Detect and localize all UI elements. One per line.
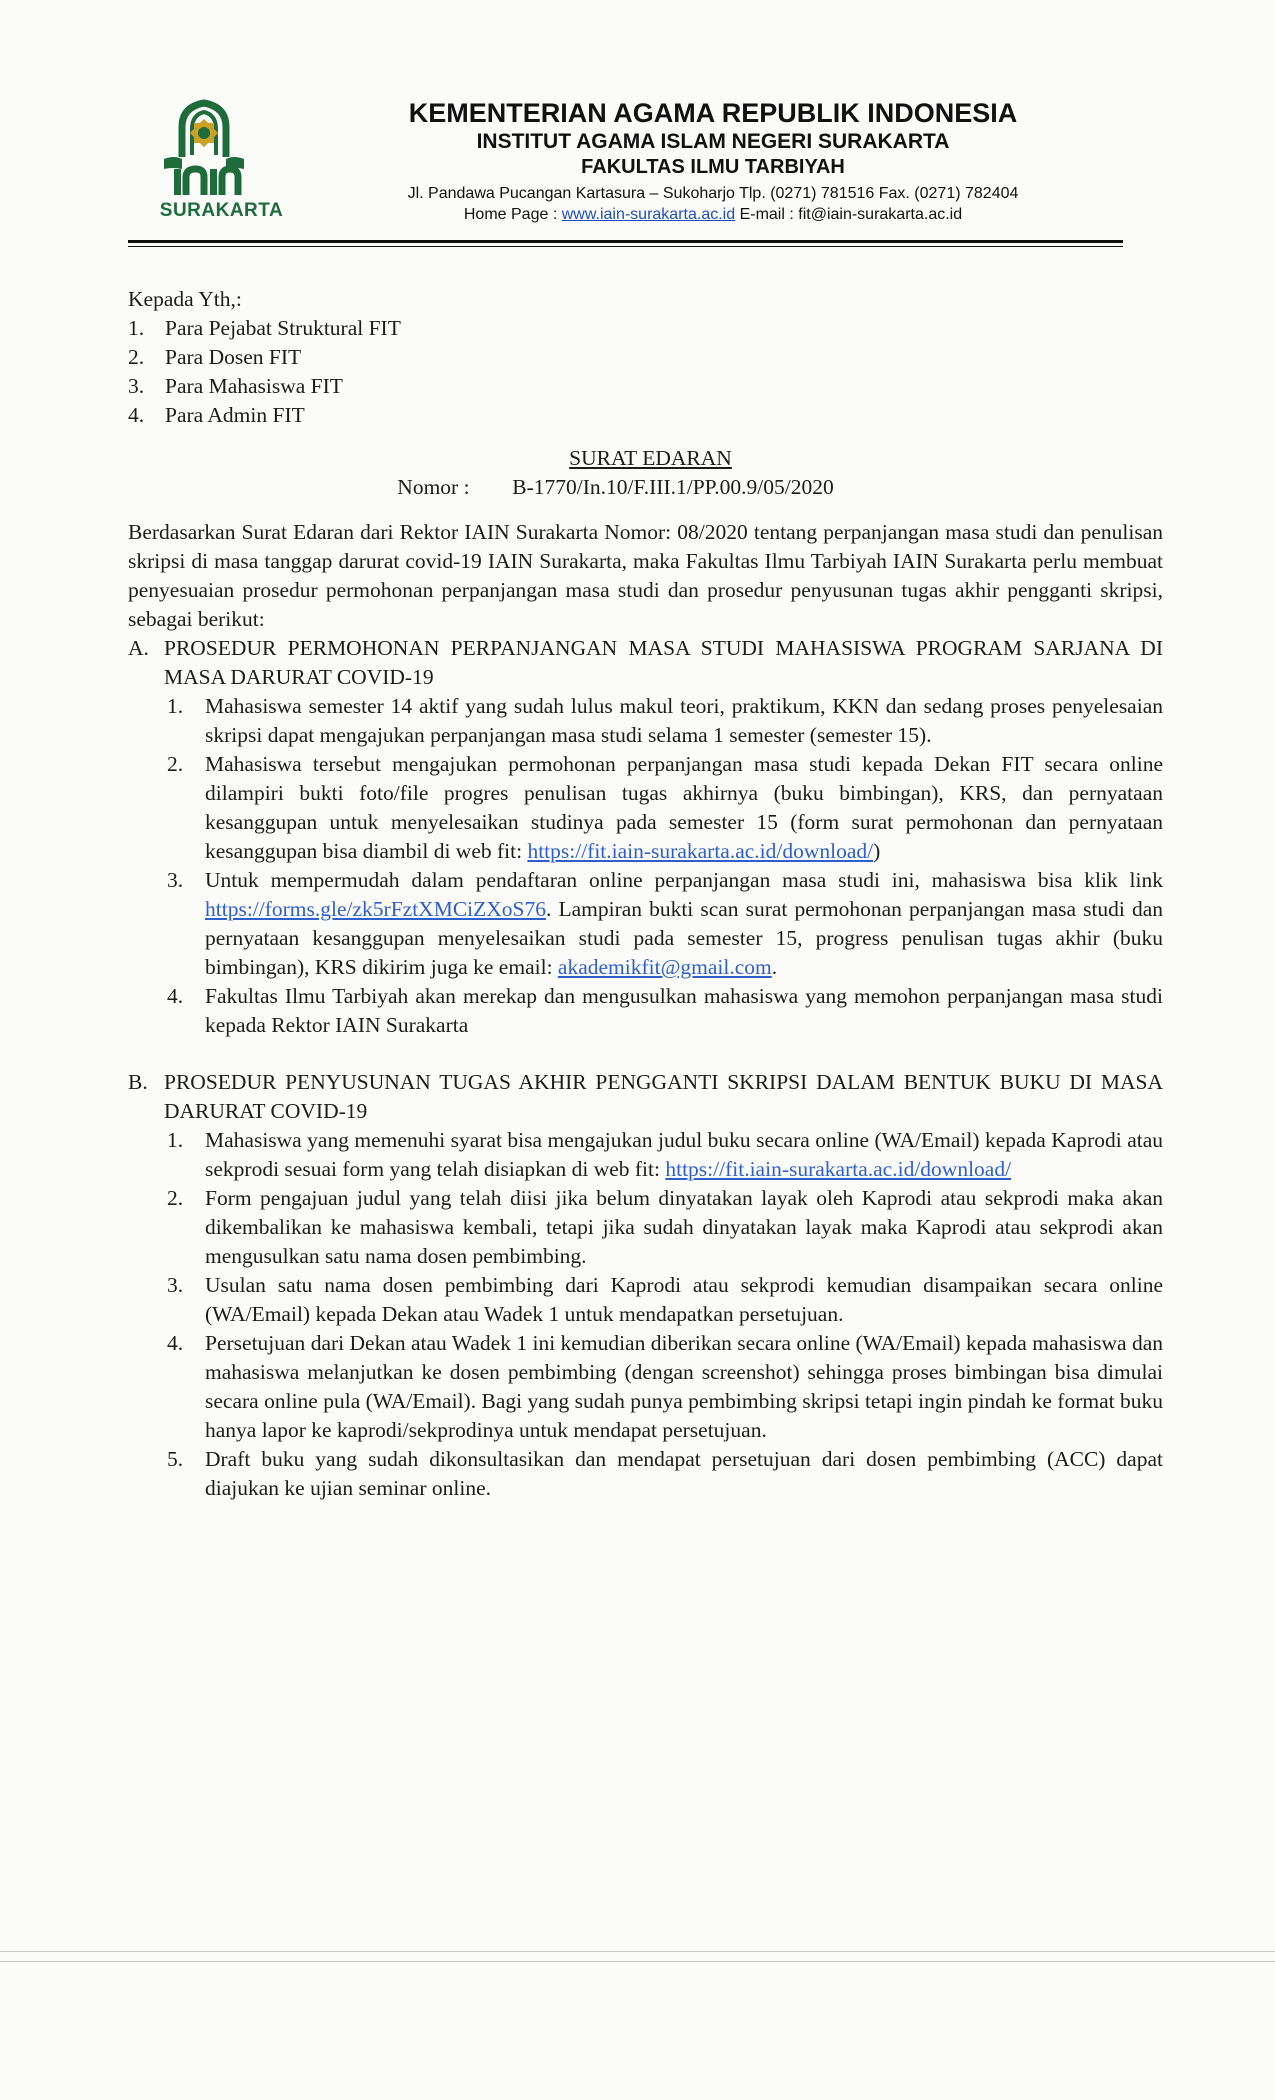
notice-number-label: Nomor : [397, 475, 470, 499]
list-item: 4. Para Admin FIT [128, 403, 305, 427]
letter-body [128, 285, 1163, 1503]
list-item: 1. Mahasiswa yang memenuhi syarat bisa mengajukan judul buku secara online (WA/Email) kepada Kaprodi atau sekprodi sesuai form yang telah disiapkan di web fit: https://fit.iain-surakarta.ac.id/download/ [167, 1128, 1163, 1181]
section-b [128, 1068, 1163, 1503]
section-a-heading: A. PROSEDUR PERMOHONAN PERPANJANGAN MASA STUDI MAHASISWA PROGRAM SARJANA DI MASA DARURAT COVID-19 [128, 634, 1163, 692]
download-link[interactable]: https://fit.iain-surakarta.ac.id/download/ [665, 1157, 1012, 1181]
recipients-title: Kepada Yth,: [128, 287, 242, 311]
logo-label: SURAKARTA [159, 200, 284, 221]
email-label: E-mail : fit@iain-surakarta.ac.id [739, 206, 963, 223]
recipients-list [128, 314, 1163, 430]
download-link[interactable]: https://fit.iain-surakarta.ac.id/download/ [527, 839, 874, 863]
list-item: 3. Para Mahasiswa FIT [128, 374, 343, 398]
letterhead-divider-thick [128, 240, 1123, 243]
iain-logo-icon [144, 97, 264, 202]
list-item: 1. Mahasiswa semester 14 aktif yang sudah lulus makul teori, praktikum, KKN dan sedang proses penyelesaian skripsi dapat mengajukan perpanjangan masa studi selama 1 semester (semester 15). [167, 694, 1163, 747]
list-item: 2. Form pengajuan judul yang telah diisi jika belum dinyatakan layak oleh Kaprodi atau sekprodi maka akan dikembalikan ke mahasiswa kembali, tetapi jika sudah dinyatakan layak maka Kaprodi atau sekprodi akan mengusulkan satu nama dosen pembimbing. [167, 1186, 1163, 1268]
page-edge-line [0, 1951, 1275, 1952]
section-b-items [128, 1126, 1163, 1503]
faculty-name: FAKULTAS ILMU TARBIYAH [581, 156, 845, 178]
list-item: 3. Untuk mempermudah dalam pendaftaran online perpanjangan masa studi ini, mahasiswa bisa klik link https://forms.gle/zk5rFztXMCiZXoS76. Lampiran bukti scan surat permohonan perpanjangan masa studi dan pernyataan kesanggupan menyelesaikan studi pada semester 15, progress penulisan tugas akhir (buku bimbingan), KRS dikirim juga ke email: akademikfit@gmail.com. [167, 868, 1163, 979]
section-a-title: PROSEDUR PERMOHONAN PERPANJANGAN MASA STUDI MAHASISWA PROGRAM SARJANA DI MASA DARURAT COVID-19 [164, 636, 1163, 689]
section-a [128, 634, 1163, 1040]
list-item: 3. Usulan satu nama dosen pembimbing dari Kaprodi atau sekprodi kemudian disampaikan secara online (WA/Email) kepada Dekan atau Wadek 1 untuk mendapatkan persetujuan. [167, 1273, 1163, 1326]
list-item: 2. Mahasiswa tersebut mengajukan permohonan perpanjangan masa studi kepada Dekan FIT secara online dilampiri bukti foto/file progres penulisan tugas akhirnya (buku bimbingan), KRS, dan pernyataan kesanggupan untuk menyelesaikan studinya pada semester 15 (form surat permohonan dan pernyataan kesanggupan bisa diambil di web fit: https://fit.iain-surakarta.ac.id/download/) [167, 752, 1163, 863]
notice-number [128, 473, 1163, 502]
address: Jl. Pandawa Pucangan Kartasura – Sukoharjo Tlp. (0271) 781516 Fax. (0271) 782404 [407, 185, 1019, 202]
section-b-heading: B. PROSEDUR PENYUSUNAN TUGAS AKHIR PENGGANTI SKRIPSI DALAM BENTUK BUKU DI MASA DARURAT COVID-19 [128, 1068, 1163, 1126]
letterhead-divider-thin [128, 246, 1123, 247]
ministry-name: KEMENTERIAN AGAMA REPUBLIK INDONESIA [408, 98, 1018, 128]
notice-title: SURAT EDARAN [569, 446, 732, 470]
list-item: 4. Fakultas Ilmu Tarbiyah akan merekap dan mengusulkan mahasiswa yang memohon perpanjangan masa studi kepada Rektor IAIN Surakarta [167, 984, 1163, 1037]
institute-name: INSTITUT AGAMA ISLAM NEGERI SURAKARTA [476, 130, 950, 153]
google-form-link[interactable]: https://forms.gle/zk5rFztXMCiZXoS76 [205, 897, 547, 921]
list-item: 2. Para Dosen FIT [128, 345, 302, 369]
homepage-link[interactable]: www.iain-surakarta.ac.id [561, 206, 736, 223]
letterhead [128, 95, 1123, 250]
homepage-label: Home Page : [463, 206, 558, 223]
email-link[interactable]: akademikfit@gmail.com [557, 955, 772, 979]
page-edge-line [0, 1961, 1275, 1962]
list-item: 1. Para Pejabat Struktural FIT [128, 316, 401, 340]
letterhead-text [353, 97, 1073, 225]
notice-number-value: B-1770/In.10/F.III.1/PP.00.9/05/2020 [512, 475, 834, 499]
intro-paragraph: Berdasarkan Surat Edaran dari Rektor IAIN Surakarta Nomor: 08/2020 tentang perpanjangan masa studi dan penulisan skripsi di masa tanggap darurat covid-19 IAIN Surakarta, maka Fakultas Ilmu Tarbiyah IAIN Surakarta perlu membuat penyesuaian prosedur permohonan perpanjangan masa studi dan prosedur penyusunan tugas akhir pengganti skripsi, sebagai berikut: [128, 520, 1163, 631]
list-item: 5. Draft buku yang sudah dikonsultasikan dan mendapat persetujuan dari dosen pembimbing (ACC) dapat diajukan ke ujian seminar online. [167, 1447, 1163, 1500]
iain-logo [144, 97, 284, 227]
list-item: 4. Persetujuan dari Dekan atau Wadek 1 ini kemudian diberikan secara online (WA/Email) kepada mahasiswa dan mahasiswa melanjutkan ke dosen pembimbing (dengan screenshot) sehingga proses bimbingan bisa dimulai secara online pula (WA/Email). Bagi yang sudah punya pembimbing skripsi tetapi ingin pindah ke format buku hanya lapor ke kaprodi/sekprodinya untuk mendapat persetujuan. [167, 1331, 1163, 1442]
section-a-items [128, 692, 1163, 1040]
contact-line [353, 204, 1073, 225]
section-b-title: PROSEDUR PENYUSUNAN TUGAS AKHIR PENGGANTI SKRIPSI DALAM BENTUK BUKU DI MASA DARURAT COVID-19 [164, 1070, 1163, 1123]
